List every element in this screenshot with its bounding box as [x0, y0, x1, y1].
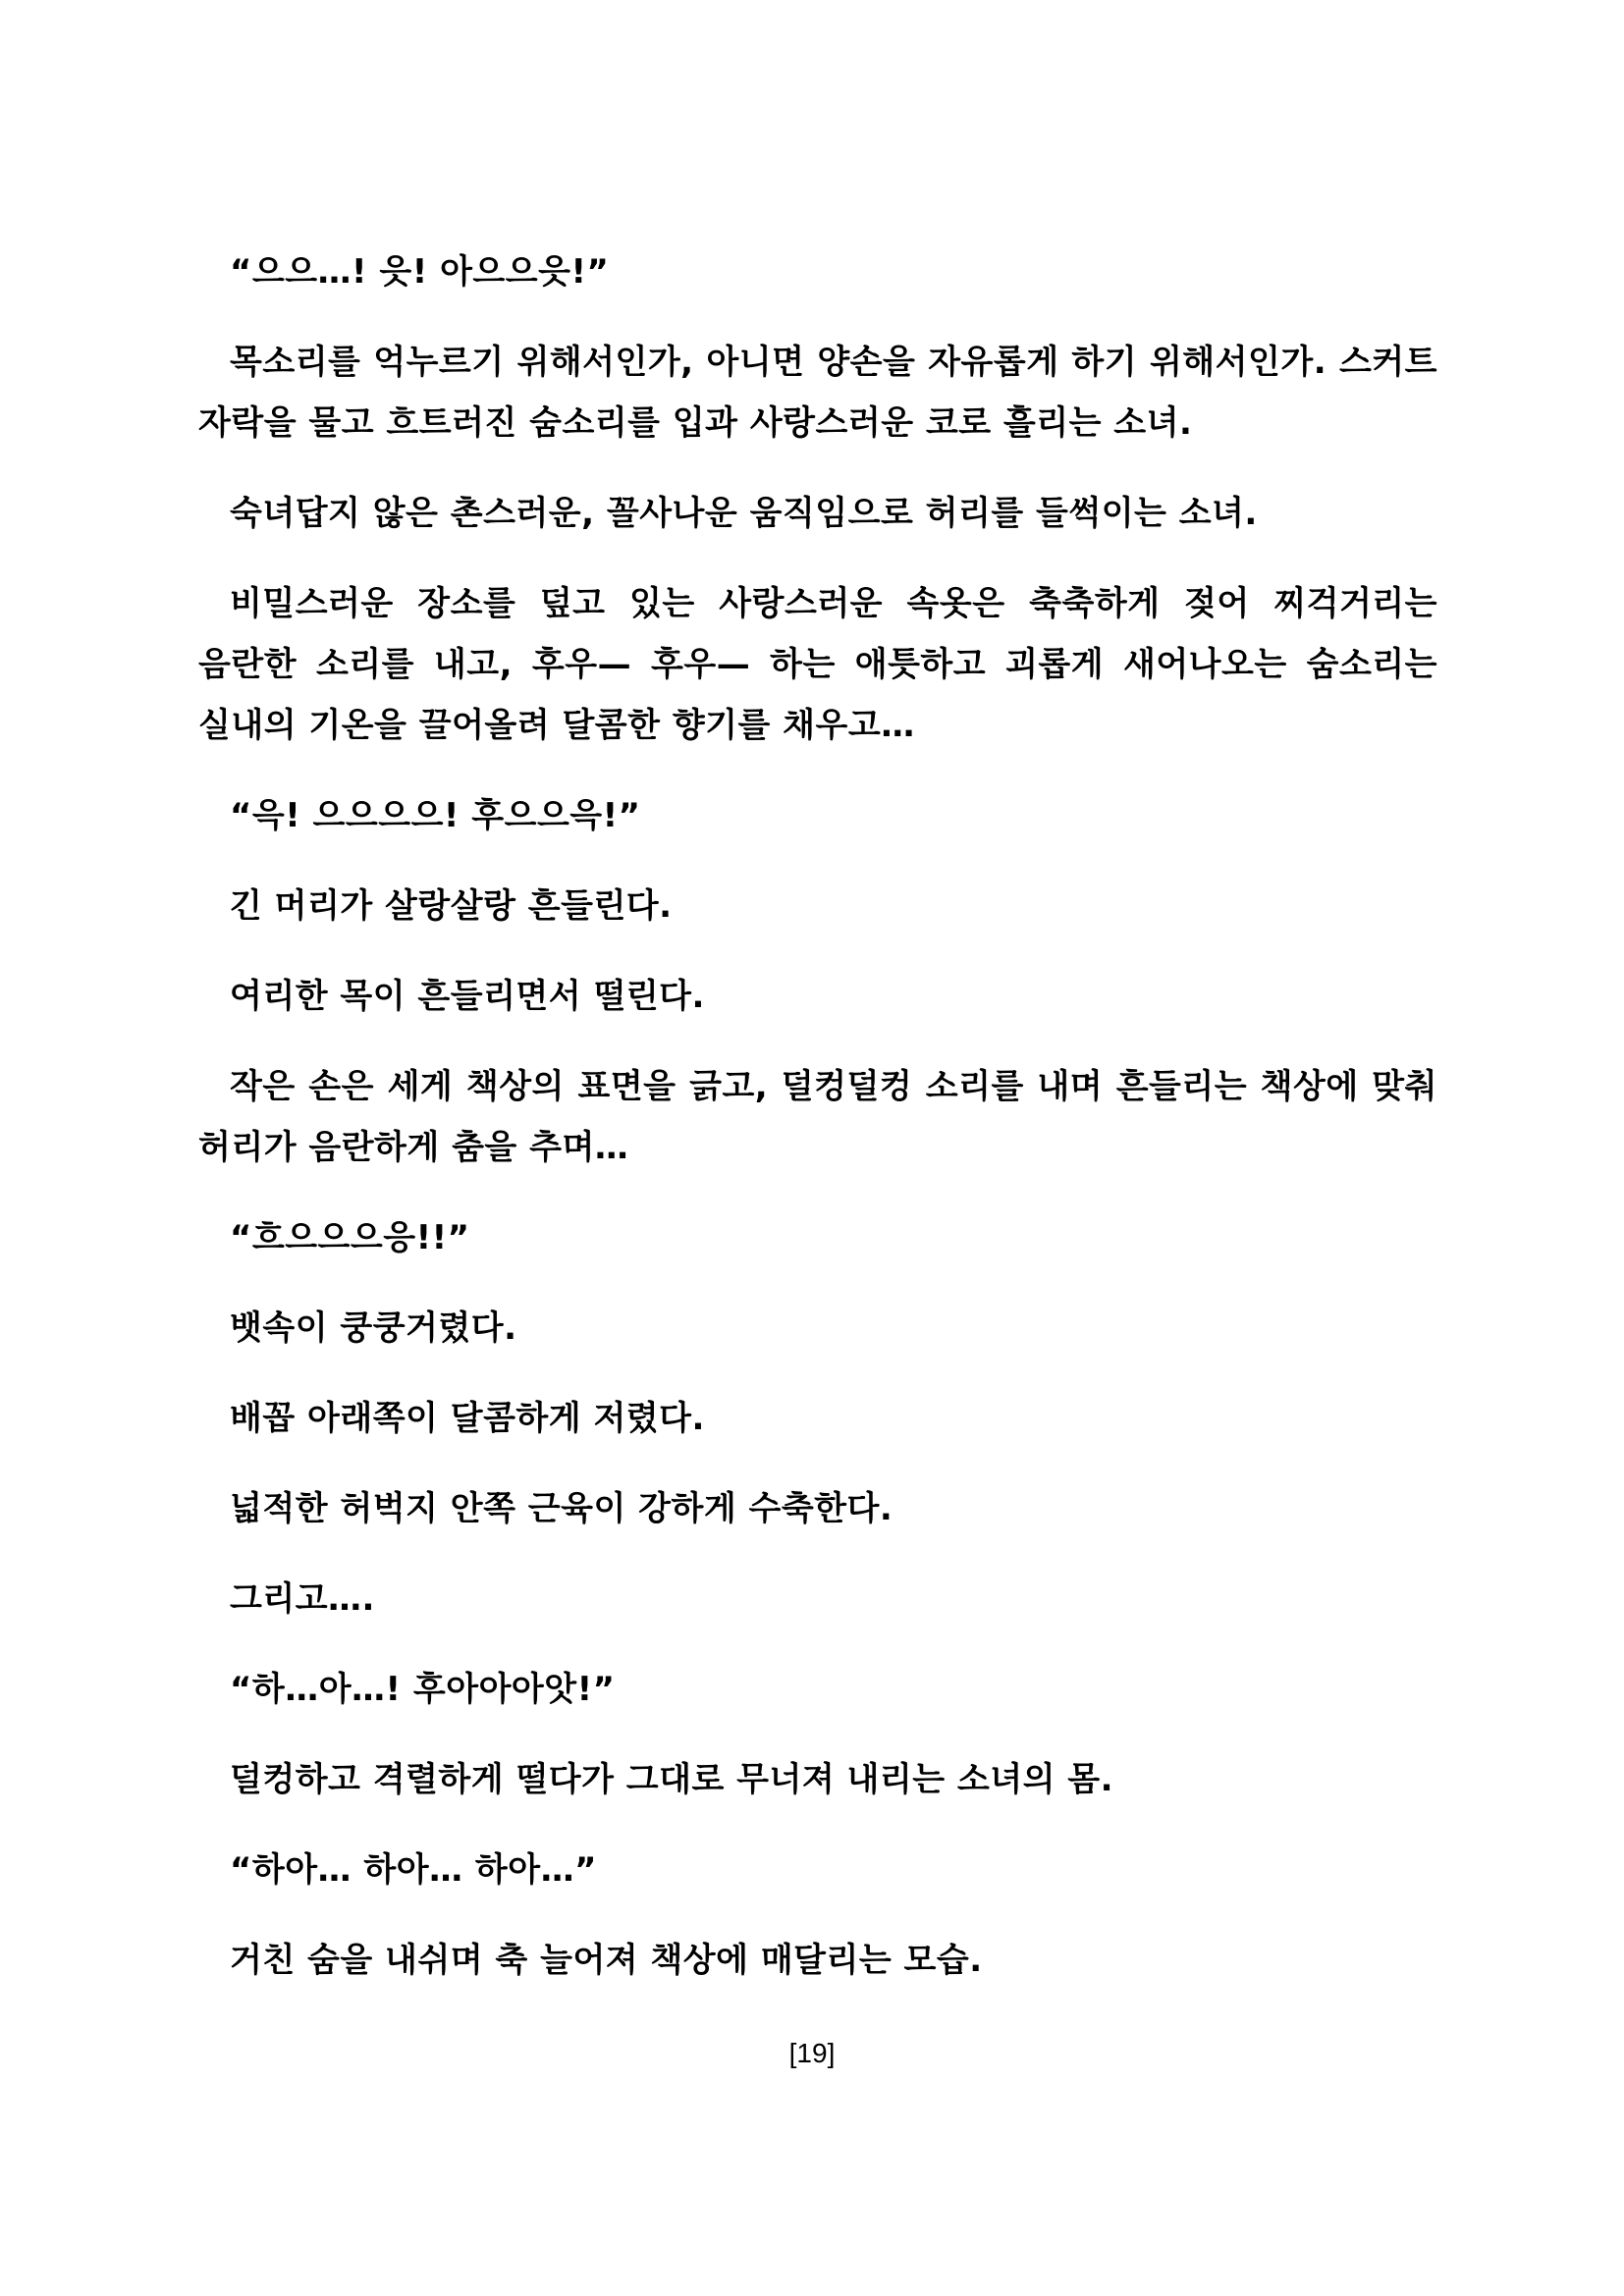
paragraph: 거친 숨을 내쉬며 축 늘어져 책상에 매달리는 모습. — [230, 1941, 983, 1980]
paragraph: 배꼽 아래쪽이 달콤하게 저렸다. — [230, 1399, 705, 1438]
paragraph: 목소리를 억누르기 위해서인가, 아니면 양손을 자유롭게 하기 위해서인가. 스커트 자락을 물고 흐트러진 숨소리를 입과 사랑스러운 코로 흘리는 소녀. — [198, 343, 1437, 443]
paragraph: 여리한 목이 흔들리면서 떨린다. — [230, 977, 705, 1016]
paragraph: “흐으으으응!!” — [230, 1218, 470, 1257]
paragraph: “하…아…! 후아아아앗!” — [230, 1670, 616, 1709]
paragraph: 뱃속이 쿵쿵거렸다. — [230, 1308, 517, 1348]
paragraph: 긴 머리가 살랑살랑 흔들린다. — [230, 886, 673, 926]
paragraph: 넓적한 허벅지 안쪽 근육이 강하게 수축한다. — [230, 1489, 893, 1528]
body-text — [198, 241, 1437, 2020]
paragraph: “으으…! 읏! 아으으읏!” — [230, 252, 610, 292]
page-number: [19] — [788, 2038, 836, 2068]
paragraph: “하아… 하아… 하아…” — [230, 1850, 597, 1890]
paragraph: 그리고…. — [230, 1579, 375, 1619]
paragraph: “윽! 으으으으! 후으으윽!” — [230, 796, 641, 835]
paragraph: 덜컹하고 격렬하게 떨다가 그대로 무너져 내리는 소녀의 몸. — [230, 1760, 1114, 1799]
paragraph: 비밀스러운 장소를 덮고 있는 사랑스러운 속옷은 축축하게 젖어 찌걱거리는 음란한 소리를 내고, 후우— 후우— 하는 애틋하고 괴롭게 새어나오는 숨소리는 실내의 기온을 끌어올려 달콤한 향기를 채우고… — [198, 584, 1438, 745]
paragraph: 작은 손은 세게 책상의 표면을 긁고, 덜컹덜컹 소리를 내며 흔들리는 책상에 맞춰 허리가 음란하게 춤을 추며… — [198, 1067, 1437, 1167]
paragraph: 숙녀답지 않은 촌스러운, 꼴사나운 움직임으로 허리를 들썩이는 소녀. — [230, 494, 1258, 533]
